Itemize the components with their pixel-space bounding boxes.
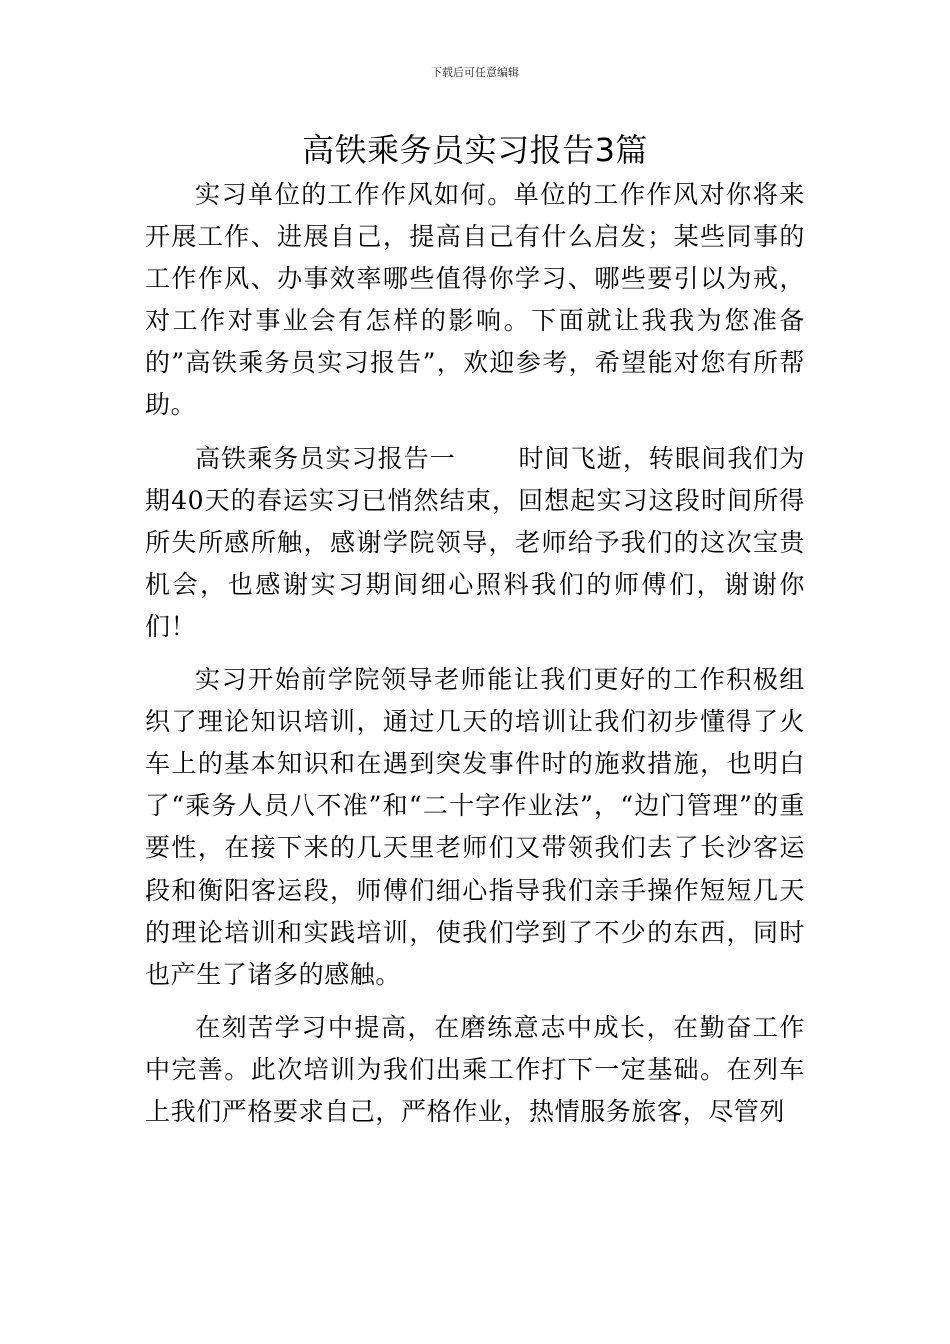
header-note: 下载后可任意编辑 [431,66,519,79]
body-paragraph-2: 实习开始前学院领导老师能让我们更好的工作积极组织了理论知识培训，通过几天的培训让我们初步懂得了火车上的基本知识和在遇到突发事件时的施救措施，也明白了“乘务人员八不准”和“二十字作业法”，“边门管理”的重要性，在接下来的几天里老师们又带领我们去了长沙客运段和衡阳客运段，师傅们细心指导我们亲手操作短短几天的理论培训和实践培训，使我们学到了不少的东西，同时也产生了诸多的感触。 [145,665,805,989]
intro-paragraph: 实习单位的工作作风如何。单位的工作作风对你将来开展工作、进展自己，提高自己有什么启发；某些同事的工作作风、办事效率哪些值得你学习、哪些要引以为戒，对工作对事业会有怎样的影响。下面就让我我为您准备的”高铁乘务员实习报告”，欢迎参考，希望能对您有所帮助。 [145,180,805,420]
document-title: 高铁乘务员实习报告3篇 [302,131,648,169]
section-one-paragraph [145,438,805,648]
body-paragraph-3: 在刻苦学习中提高，在磨练意志中成长，在勤奋工作中完善。此次培训为我们出乘工作打下一定基础。在列车上我们严格要求自己，严格作业，热情服务旅客，尽管列 [145,1012,805,1126]
section-heading: 高铁乘务员实习报告一 [195,443,456,473]
section-first-text: 时间飞逝，转眼间我们为期40天的春运实习已悄然结束，回想起实习这段时间所得所失所感所触，感谢学院领导，老师给予我们的这次宝贵机会，也感谢实习期间细心照料我们的师傅们，谢谢你们！ [145,443,805,641]
document-body [145,174,805,1133]
